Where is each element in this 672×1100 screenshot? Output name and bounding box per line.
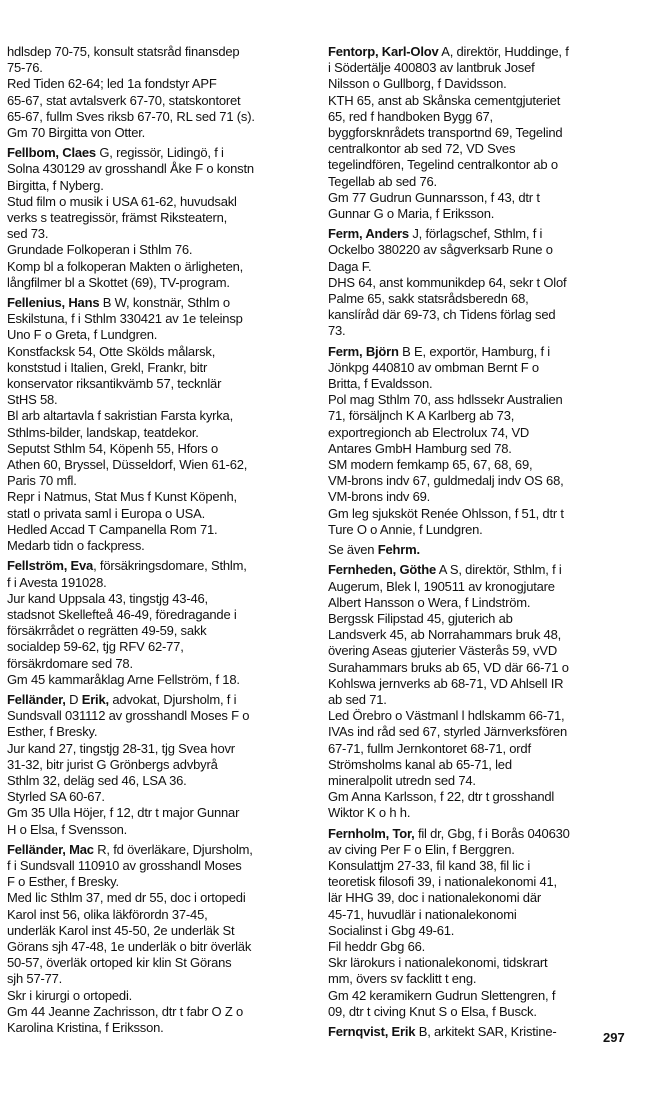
text-segment: Se även	[328, 542, 378, 558]
text-segment: Wiktor K o h h.	[328, 805, 411, 821]
entry-name: Fellström, Eva	[7, 558, 94, 574]
biography-entry	[328, 1024, 628, 1040]
page-number: 297	[603, 1030, 625, 1045]
text-line	[328, 206, 628, 222]
text-segment: Bl arb altartavla f sakristian Farsta kyrka,	[7, 408, 233, 424]
text-line	[328, 858, 628, 874]
text-line	[328, 307, 628, 323]
biography-entry	[328, 344, 628, 538]
text-segment: 67-71, fullm Jernkontoret 68-71, ordf	[328, 740, 531, 756]
text-line	[328, 441, 628, 457]
text-segment: VM-brons indv 69.	[328, 489, 431, 505]
text-line	[328, 627, 628, 643]
text-segment: Skr lärokurs i nationalekonomi, tidskrart	[328, 955, 548, 971]
text-line	[328, 988, 628, 1004]
text-line	[328, 826, 628, 842]
text-segment: Bergssk Filipstad 45, gjuterich ab	[328, 610, 513, 626]
text-segment: SM modern femkamp 65, 67, 68, 69,	[328, 457, 533, 473]
text-line	[328, 724, 628, 740]
text-line	[7, 805, 307, 821]
text-line	[7, 210, 307, 226]
text-segment: H o Elsa, f Svensson.	[7, 821, 128, 837]
text-line	[7, 178, 307, 194]
text-line	[328, 344, 628, 360]
text-segment: övering Aseas gjuterier Västerås 59, vVD	[328, 643, 558, 659]
text-line	[7, 656, 307, 672]
text-segment: konststud i Italien, Grekl, Frankr, bitr	[7, 359, 208, 375]
text-segment: Gm Anna Karlsson, f 22, dtr t grosshandl	[328, 789, 555, 805]
biography-entry	[7, 295, 307, 554]
text-line	[328, 408, 628, 424]
text-line	[328, 789, 628, 805]
biography-entry	[7, 145, 307, 291]
text-line	[328, 506, 628, 522]
text-segment: Uno F o Greta, f Lundgren.	[7, 327, 158, 343]
text-segment: Gm 42 keramikern Gudrun Slettengren, f	[328, 987, 556, 1003]
entry-name: Ferm, Björn	[328, 343, 399, 359]
text-line	[7, 425, 307, 441]
text-line	[328, 842, 628, 858]
text-segment: mm, övers sv facklitt t eng.	[328, 971, 477, 987]
text-segment: Landsverk 45, ab Norrahammars bruk 48,	[328, 627, 562, 643]
text-segment: B, arkitekt SAR, Kristine-	[415, 1023, 557, 1039]
text-segment: 75-76.	[7, 60, 43, 76]
text-line	[7, 558, 307, 574]
text-line	[328, 392, 628, 408]
text-line	[7, 858, 307, 874]
text-line	[7, 939, 307, 955]
text-line	[328, 741, 628, 757]
entry-name: Fentorp, Karl-Olov	[328, 44, 439, 59]
text-segment: sjh 57-77.	[7, 971, 63, 987]
text-segment: Palme 65, sakk statsrådsberedn 68,	[328, 291, 529, 307]
text-segment: Antares GmbH Hamburg sed 78.	[328, 440, 512, 456]
text-segment: lär HHG 39, doc i nationalekonomi där	[328, 890, 541, 906]
text-segment: konservator riksantikvämb 57, tecknlär	[7, 376, 222, 392]
text-segment: Grundade Folkoperan i Sthlm 76.	[7, 242, 193, 258]
text-segment: , försäkringsdomare, Sthlm,	[93, 558, 247, 574]
text-line	[328, 125, 628, 141]
text-line	[7, 971, 307, 987]
text-line	[328, 890, 628, 906]
text-line	[328, 923, 628, 939]
text-line	[328, 275, 628, 291]
text-segment: Gm 44 Jeanne Zachrisson, dtr t fabr O Z o	[7, 1003, 244, 1019]
text-segment: Red Tiden 62-64; led 1a fondstyr APF	[7, 76, 217, 92]
text-line	[7, 76, 307, 92]
text-line	[328, 60, 628, 76]
text-line	[328, 242, 628, 258]
text-segment: 65-67, fullm Sves riksb 67-70, RL sed 71 (s).	[7, 108, 255, 124]
text-line	[7, 344, 307, 360]
text-line	[328, 226, 628, 242]
text-line	[7, 607, 307, 623]
text-segment: Nilsson o Gullborg, f Davidsson.	[328, 76, 507, 92]
text-segment: Paris 70 mfl.	[7, 473, 77, 489]
text-line	[7, 226, 307, 242]
text-line	[328, 93, 628, 109]
text-line	[7, 327, 307, 343]
right-column	[328, 44, 628, 1044]
text-line	[328, 190, 628, 206]
text-line	[7, 890, 307, 906]
text-segment: socialdep 59-62, tjg RFV 62-77,	[7, 639, 184, 655]
text-segment: DHS 64, anst kommunikdep 64, sekr t Olof	[328, 274, 567, 290]
text-line	[7, 295, 307, 311]
text-segment: försäkrdomare sed 78.	[7, 655, 133, 671]
text-segment: Pol mag Sthlm 70, ass hdlssekr Australien	[328, 392, 563, 408]
text-segment: 71, försäljnch K A Karlberg ab 73,	[328, 408, 515, 424]
text-line	[328, 489, 628, 505]
text-segment: Birgitta, f Nyberg.	[7, 177, 104, 193]
text-line	[7, 109, 307, 125]
text-segment: 31-32, bitr jurist G Grönbergs advbyrå	[7, 756, 218, 772]
text-line	[7, 522, 307, 538]
text-line	[328, 376, 628, 392]
text-line	[7, 441, 307, 457]
text-segment: Gunnar G o Maria, f Eriksson.	[328, 206, 495, 222]
text-line	[328, 109, 628, 125]
text-segment: F o Esther, f Bresky.	[7, 874, 119, 890]
text-segment: Jönkpg 440810 av ombman Bernt F o	[328, 359, 539, 375]
text-line	[7, 60, 307, 76]
text-line	[7, 125, 307, 141]
text-segment: StHS 58.	[7, 392, 58, 408]
text-segment: Ture O o Annie, f Lundgren.	[328, 521, 483, 537]
text-line	[7, 457, 307, 473]
text-line	[328, 44, 628, 60]
text-segment: Komp bl a folkoperan Makten o ärligheten,	[7, 258, 244, 274]
text-line	[328, 643, 628, 659]
text-line	[7, 408, 307, 424]
entry-name: Fehrm.	[377, 542, 420, 558]
text-line	[7, 708, 307, 724]
text-line	[7, 757, 307, 773]
text-segment: Britta, f Evaldsson.	[328, 376, 433, 392]
text-segment: J, förlagschef, Sthlm, f i	[408, 226, 543, 242]
text-line	[7, 1020, 307, 1036]
text-segment: 65, red f handboken Bygg 67,	[328, 108, 493, 124]
text-segment: Gm 77 Gudrun Gunnarsson, f 43, dtr t	[328, 189, 540, 205]
text-line	[7, 639, 307, 655]
left-column	[7, 44, 307, 1040]
text-line	[7, 822, 307, 838]
text-segment: KTH 65, anst ab Skånska cementgjuteriet	[328, 92, 561, 108]
text-segment: stadsnot Skellefteå 46-49, föredragande i	[7, 606, 237, 622]
text-line	[7, 376, 307, 392]
text-segment: A, direktör, Huddinge, f	[438, 44, 569, 59]
text-segment: Karolina Kristina, f Eriksson.	[7, 1019, 164, 1035]
text-segment: centralkontor ab sed 72, VD Sves	[328, 141, 516, 157]
text-segment: A S, direktör, Sthlm, f i	[436, 562, 562, 578]
text-line	[7, 874, 307, 890]
text-segment: Hedled Accad T Campanella Rom 71.	[7, 521, 218, 537]
text-line	[328, 708, 628, 724]
text-line	[328, 955, 628, 971]
text-segment: Gm 35 Ulla Höjer, f 12, dtr t major Gunnar	[7, 805, 240, 821]
text-line	[7, 275, 307, 291]
text-segment: 50-57, överläk ortoped kir klin St Görans	[7, 955, 232, 971]
biography-entry	[7, 842, 307, 1036]
text-segment: Kohlswa jernverks ab 68-71, VD Ahlsell IR	[328, 675, 564, 691]
text-line	[328, 457, 628, 473]
text-line	[7, 194, 307, 210]
text-line	[328, 676, 628, 692]
text-line	[328, 907, 628, 923]
text-segment: Solna 430129 av grosshandl Åke F o konstn	[7, 161, 254, 177]
text-line	[7, 773, 307, 789]
text-segment: R, fd överläkare, Djursholm,	[93, 841, 253, 857]
text-segment: Jur kand Uppsala 43, tingstjg 43-46,	[7, 590, 208, 606]
text-segment: teoretisk filosofi 39, i nationalekonomi 41,	[328, 874, 557, 890]
text-segment: Med lic Sthlm 37, med dr 55, doc i ortopedi	[7, 890, 246, 906]
text-segment: Augerum, Blek l, 190511 av kronogjutare	[328, 578, 555, 594]
text-segment: Medarb tidn o fackpress.	[7, 538, 145, 554]
text-segment: Stud film o musik i USA 61-62, huvudsakl	[7, 193, 237, 209]
text-segment: B W, konstnär, Sthlm o	[99, 295, 230, 311]
text-segment: Gm 45 kammaråklag Arne Fellström, f 18.	[7, 671, 240, 687]
text-line	[328, 291, 628, 307]
text-segment: 73.	[328, 323, 346, 339]
text-line	[328, 157, 628, 173]
text-line	[328, 660, 628, 676]
text-segment: statl o privata saml i Europa o USA.	[7, 505, 206, 521]
text-segment: Sthlm 32, deläg sed 46, LSA 36.	[7, 772, 187, 788]
text-line	[328, 259, 628, 275]
text-segment: 65-67, stat avtalsverk 67-70, statskontoret	[7, 92, 241, 108]
text-segment: fil dr, Gbg, f i Borås 040630	[414, 825, 570, 841]
text-line	[7, 842, 307, 858]
biography-entry	[7, 692, 307, 838]
entry-name: Fernqvist, Erik	[328, 1023, 416, 1039]
text-line	[7, 591, 307, 607]
text-segment: IVAs ind råd sed 67, styrled Järnverksfören	[328, 724, 567, 740]
text-segment: försäkrrådet o regrätten 49-59, sakk	[7, 623, 207, 639]
entry-name: Erik,	[81, 691, 109, 707]
text-segment: exportregionch ab Electrolux 74, VD	[328, 424, 530, 440]
text-segment: Socialinst i Gbg 49-61.	[328, 922, 455, 938]
text-segment: Gm 70 Birgitta von Otter.	[7, 125, 146, 141]
text-line	[328, 76, 628, 92]
text-line	[328, 579, 628, 595]
text-line	[7, 1004, 307, 1020]
text-line	[7, 161, 307, 177]
text-line	[7, 392, 307, 408]
biography-entry	[328, 826, 628, 1020]
text-segment: f i Sundsvall 110910 av grosshandl Moses	[7, 857, 242, 873]
text-line	[328, 1024, 628, 1040]
entry-name: Felländer, Mac	[7, 841, 94, 857]
biography-entry	[328, 542, 628, 558]
text-line	[7, 145, 307, 161]
text-segment: mineralpolit utredn sed 74.	[328, 772, 476, 788]
text-line	[7, 575, 307, 591]
text-line	[328, 939, 628, 955]
text-segment: Daga F.	[328, 258, 372, 274]
text-segment: Görans sjh 47-48, 1e underläk o bitr överläk	[7, 938, 252, 954]
text-segment: sed 73.	[7, 226, 49, 242]
text-segment: f i Avesta 191028.	[7, 574, 107, 590]
text-segment: långfilmer bl a Skottet (69), TV-program.	[7, 274, 230, 290]
text-line	[328, 1004, 628, 1020]
biography-entry	[328, 562, 628, 821]
biography-entry	[328, 226, 628, 339]
text-line	[7, 44, 307, 60]
text-segment: Athen 60, Bryssel, Düsseldorf, Wien 61-62,	[7, 457, 248, 473]
text-segment: advokat, Djursholm, f i	[108, 691, 237, 707]
text-segment: Fil heddr Gbg 66.	[328, 938, 426, 954]
text-segment: Sundsvall 031112 av grosshandl Moses F o	[7, 708, 250, 724]
text-segment: Sthlms-bilder, landskap, teatdekor.	[7, 424, 199, 440]
entry-name: Fernheden, Göthe	[328, 562, 437, 578]
text-segment: Tegellab ab sed 76.	[328, 173, 437, 189]
text-line	[328, 141, 628, 157]
entry-name: Felländer,	[7, 691, 66, 707]
text-line	[328, 611, 628, 627]
text-line	[7, 923, 307, 939]
text-line	[328, 874, 628, 890]
text-segment: Skr i kirurgi o ortopedi.	[7, 987, 133, 1003]
text-line	[7, 907, 307, 923]
text-line	[7, 692, 307, 708]
text-line	[7, 538, 307, 554]
text-segment: 45-71, huvudlär i nationalekonomi	[328, 906, 517, 922]
text-line	[328, 323, 628, 339]
text-segment: hdlsdep 70-75, konsult statsråd finansdep	[7, 44, 240, 59]
text-line	[328, 360, 628, 376]
text-line	[7, 242, 307, 258]
text-segment: 09, dtr t civing Knut S o Elsa, f Busck.	[328, 1003, 537, 1019]
text-segment: G, regissör, Lidingö, f i	[95, 145, 224, 161]
text-line	[7, 789, 307, 805]
text-segment: av civing Per F o Elin, f Berggren.	[328, 841, 515, 857]
text-line	[7, 489, 307, 505]
text-line	[7, 955, 307, 971]
entry-name: Fellenius, Hans	[7, 295, 100, 311]
text-segment: Styrled SA 60-67.	[7, 789, 105, 805]
text-segment: Albert Hansson o Wera, f Lindström.	[328, 594, 531, 610]
text-segment: Karol inst 56, olika läkförordn 37-45,	[7, 906, 208, 922]
entry-name: Ferm, Anders	[328, 226, 409, 242]
text-segment: ab sed 71.	[328, 691, 387, 707]
text-segment: i Södertälje 400803 av lantbruk Josef	[328, 60, 535, 76]
text-segment: Led Örebro o Västmanl l hdlskamm 66-71,	[328, 708, 565, 724]
text-line	[7, 623, 307, 639]
text-segment: Gm leg sjuksköt Renée Ohlsson, f 51, dtr t	[328, 505, 564, 521]
text-line	[328, 542, 628, 558]
biography-entry	[7, 558, 307, 688]
text-line	[328, 425, 628, 441]
entry-name: Fernholm, Tor,	[328, 825, 415, 841]
biography-entry	[328, 44, 628, 222]
text-segment: tegelindfören, Tegelind centralkontor ab o	[328, 157, 558, 173]
text-segment: Strömsholms kanal ab 65-71, led	[328, 756, 512, 772]
text-line	[328, 773, 628, 789]
text-segment: verks s teatregissör, främst Riksteatern,	[7, 210, 228, 226]
text-line	[328, 971, 628, 987]
text-line	[7, 311, 307, 327]
text-segment: Seputst Sthlm 54, Köpenh 55, Hfors o	[7, 440, 219, 456]
biography-entry	[7, 44, 307, 141]
text-segment: Ockelbo 380220 av sågverksarb Rune o	[328, 242, 553, 258]
text-segment: Jur kand 27, tingstjg 28-31, tjg Svea hovr	[7, 740, 235, 756]
text-segment: B E, exportör, Hamburg, f i	[398, 343, 550, 359]
text-line	[7, 93, 307, 109]
text-line	[328, 805, 628, 821]
text-line	[7, 988, 307, 1004]
text-line	[328, 692, 628, 708]
text-segment: Konstfacksk 54, Otte Skölds målarsk,	[7, 343, 216, 359]
text-segment: underläk Karol inst 45-50, 2e underläk St	[7, 922, 235, 938]
text-line	[328, 473, 628, 489]
text-line	[7, 741, 307, 757]
text-line	[7, 259, 307, 275]
entry-name: Fellbom, Claes	[7, 145, 96, 161]
text-segment: D	[65, 691, 82, 707]
text-line	[328, 757, 628, 773]
text-segment: Surahammars bruks ab 65, VD där 66-71 o	[328, 659, 569, 675]
text-segment: Repr i Natmus, Stat Mus f Kunst Köpenh,	[7, 489, 237, 505]
text-segment: kanslíråd där 69-73, ch Tidens förlag sed	[328, 307, 556, 323]
text-line	[7, 672, 307, 688]
text-line	[7, 506, 307, 522]
text-line	[328, 595, 628, 611]
text-line	[7, 473, 307, 489]
text-line	[7, 724, 307, 740]
text-segment: Esther, f Bresky.	[7, 724, 98, 740]
text-segment: VM-brons indv 67, guldmedalj indv OS 68,	[328, 473, 564, 489]
text-line	[328, 562, 628, 578]
text-segment: Eskilstuna, f i Sthlm 330421 av 1e teleinsp	[7, 311, 243, 327]
text-line	[328, 174, 628, 190]
text-line	[7, 360, 307, 376]
text-segment: Konsulattjm 27-33, fil kand 38, fil lic i	[328, 857, 531, 873]
text-line	[328, 522, 628, 538]
text-segment: byggforsknrådets transportnd 69, Tegelind	[328, 125, 563, 141]
